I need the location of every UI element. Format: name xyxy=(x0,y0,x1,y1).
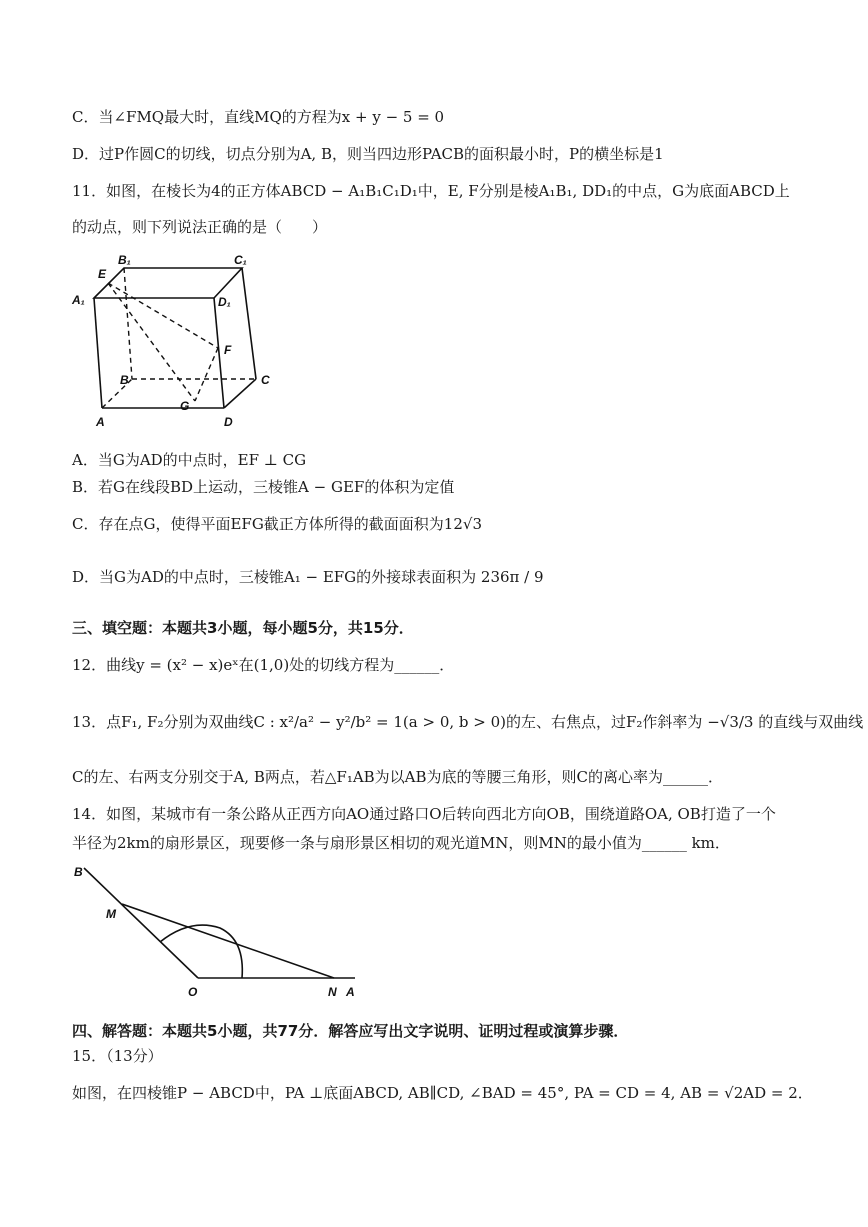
road-label-b: B xyxy=(74,865,83,879)
cube-label-g: G xyxy=(180,399,190,413)
section-4-heading: 四、解答题：本题共5小题，共77分．解答应写出文字说明、证明过程或演算步骤． xyxy=(72,1022,629,1040)
q11-option-c: C．存在点G，使得平面EFG截正方体所得的截面面积为12√3 xyxy=(72,515,482,533)
q10-option-c: C．当∠FMQ最大时，直线MQ的方程为x + y − 5 = 0 xyxy=(72,108,445,126)
q11-option-d: D．当G为AD的中点时，三棱锥A₁ − EFG的外接球表面积为 236π / 9 xyxy=(72,568,544,586)
cube-label-b1: B₁ xyxy=(118,253,131,267)
sector-figure xyxy=(70,858,370,1004)
cube-label-c: C xyxy=(261,373,270,387)
road-label-m: M xyxy=(106,907,116,921)
cube-label-c1: C₁ xyxy=(234,253,247,267)
cube-label-d: D xyxy=(224,415,233,429)
q11-stem-line-1: 11．如图，在棱长为4的正方体ABCD − A₁B₁C₁D₁中，E, F分别是棱A₁B₁, DD₁的中点，G为底面ABCD上 xyxy=(72,182,790,200)
q13-line-1: 13．点F₁, F₂分别为双曲线C : x²/a² − y²/b² = 1(a > 0, b > 0)的左、右焦点，过F₂作斜率为 −√3/3 的直线与双曲线 xyxy=(72,713,864,731)
q12: 12．曲线y = (x² − x)eˣ在(1,0)处的切线方程为______． xyxy=(72,656,455,674)
road-label-o: O xyxy=(188,985,198,999)
cube-label-e: E xyxy=(98,267,107,281)
q11-stem-line-2: 的动点，则下列说法正确的是（ ） xyxy=(72,218,328,236)
cube-label-f: F xyxy=(224,343,232,357)
road-label-n: N xyxy=(328,985,337,999)
q11-option-a: A．当G为AD的中点时，EF ⊥ CG xyxy=(72,451,307,469)
cube-label-d1: D₁ xyxy=(218,295,231,309)
cube-label-a: A xyxy=(96,415,105,429)
q14-line-1: 14．如图，某城市有一条公路从正西方向AO通过路口O后转向西北方向OB，围绕道路OA, OB打造了一个 xyxy=(72,805,776,823)
cube-label-b: B xyxy=(120,373,129,387)
q10-option-d: D．过P作圆C的切线，切点分别为A, B，则当四边形PACB的面积最小时，P的横坐标是1 xyxy=(72,145,664,163)
cube-label-a1: A₁ xyxy=(72,293,85,307)
q15-heading: 15．（13分） xyxy=(72,1047,163,1065)
road-label-a: A xyxy=(346,985,355,999)
q11-option-b: B．若G在线段BD上运动，三棱锥A − GEF的体积为定值 xyxy=(72,478,455,496)
q15-stem: 如图，在四棱锥P − ABCD中，PA ⊥底面ABCD, AB∥CD, ∠BAD = 45°, PA = CD = 4, AB = √2AD = 2． xyxy=(72,1084,813,1102)
q13-line-2: C的左、右两支分别交于A, B两点，若△F₁AB为以AB为底的等腰三角形，则C的离心率为______． xyxy=(72,768,724,786)
q14-line-2: 半径为2km的扇形景区，现要修一条与扇形景区相切的观光道MN，则MN的最小值为______ km． xyxy=(72,834,730,852)
section-3-heading: 三、填空题：本题共3小题，每小题5分，共15分． xyxy=(72,619,414,637)
cube-figure xyxy=(64,248,284,433)
